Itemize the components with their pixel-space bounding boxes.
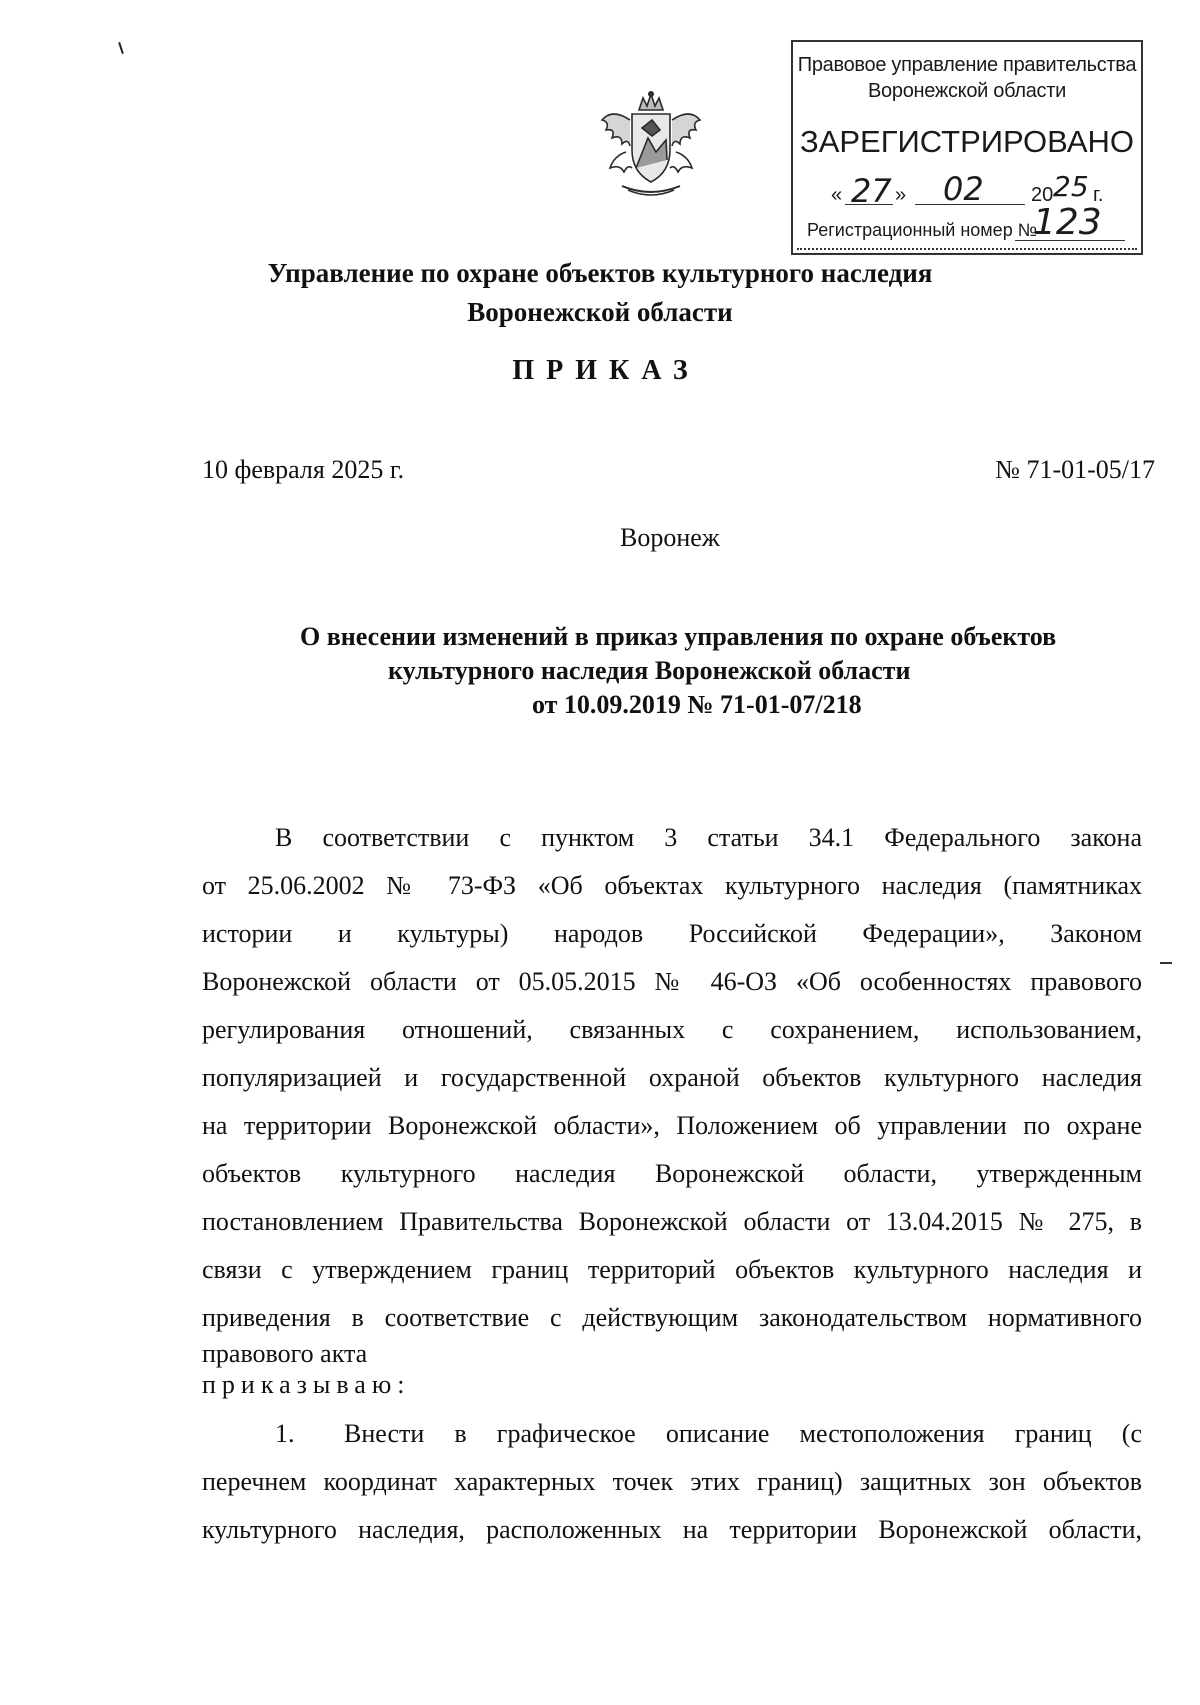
document-type-title: ПРИКАЗ xyxy=(512,355,700,386)
stray-pen-mark xyxy=(118,42,124,54)
preamble-line: правового акта xyxy=(202,1339,368,1368)
preamble-line: объектов культурного наследия Воронежской области, утвержденным xyxy=(202,1159,1142,1188)
department-name-line2: Воронежской области xyxy=(467,297,733,327)
department-name-line1: Управление по охране объектов культурного наследия xyxy=(267,258,933,288)
stamp-registration-number-handwritten: 123 xyxy=(1033,202,1102,243)
directive-word: приказываю: xyxy=(202,1370,411,1399)
preamble-line: В соответствии с пунктом 3 статьи 34.1 Федерального закона xyxy=(275,823,1142,852)
preamble-line: на территории Воронежской области», Положением об управлении по охране xyxy=(202,1111,1142,1140)
preamble-line: связи с утверждением границ территорий объектов культурного наследия и xyxy=(202,1255,1142,1284)
stamp-day-handwritten: 27 xyxy=(851,172,892,210)
stamp-month-handwritten: 02 xyxy=(943,170,984,208)
subject-line2: культурного наследия Воронежской области xyxy=(388,656,911,685)
subject-line3: от 10.09.2019 № 71-01-07/218 xyxy=(532,690,862,719)
preamble-line: приведения в соответствие с действующим законодательством нормативного xyxy=(202,1303,1142,1332)
stamp-year-prefix: 20 xyxy=(1031,184,1054,206)
order-city: Воронеж xyxy=(620,523,720,552)
stamp-organization-line2: Воронежской области xyxy=(868,80,1066,102)
margin-dash-mark xyxy=(1160,962,1172,964)
order-date: 10 февраля 2025 г. xyxy=(202,455,405,484)
registration-stamp xyxy=(791,40,1143,255)
stamp-registered-title: ЗАРЕГИСТРИРОВАНО xyxy=(799,124,1134,159)
coat-of-arms-emblem xyxy=(592,90,710,200)
stamp-year-suffix: г. xyxy=(1093,184,1104,206)
item-1-line: Внести в графическое описание местоположения границ (с xyxy=(344,1419,1142,1448)
stamp-year-handwritten: 25 xyxy=(1053,170,1089,203)
stamp-close-quote: » xyxy=(895,184,907,206)
preamble-line: от 25.06.2002 № 73-ФЗ «Об объектах культурного наследия (памятниках xyxy=(202,871,1142,900)
preamble-line: постановлением Правительства Воронежской области от 13.04.2015 № 275, в xyxy=(202,1207,1142,1236)
item-1-line: перечнем координат характерных точек этих границ) защитных зон объектов xyxy=(202,1467,1142,1496)
preamble-line: регулирования отношений, связанных с сохранением, использованием, xyxy=(202,1015,1142,1044)
preamble-line: Воронежской области от 05.05.2015 № 46-ОЗ «Об особенностях правового xyxy=(202,967,1142,996)
preamble-line: истории и культуры) народов Российской Федерации», Законом xyxy=(202,919,1142,948)
preamble-line: популяризацией и государственной охраной объектов культурного наследия xyxy=(202,1063,1142,1092)
stamp-registration-label: Регистрационный номер № xyxy=(807,220,1038,240)
order-number: № 71-01-05/17 xyxy=(995,455,1155,484)
subject-line1: О внесении изменений в приказ управления по охране объектов xyxy=(300,622,1057,651)
item-1-line: культурного наследия, расположенных на территории Воронежской области, xyxy=(202,1515,1142,1544)
item-1-number: 1. xyxy=(275,1419,295,1448)
stamp-organization-line1: Правовое управление правительства xyxy=(797,54,1137,76)
stamp-open-quote: « xyxy=(831,184,843,206)
